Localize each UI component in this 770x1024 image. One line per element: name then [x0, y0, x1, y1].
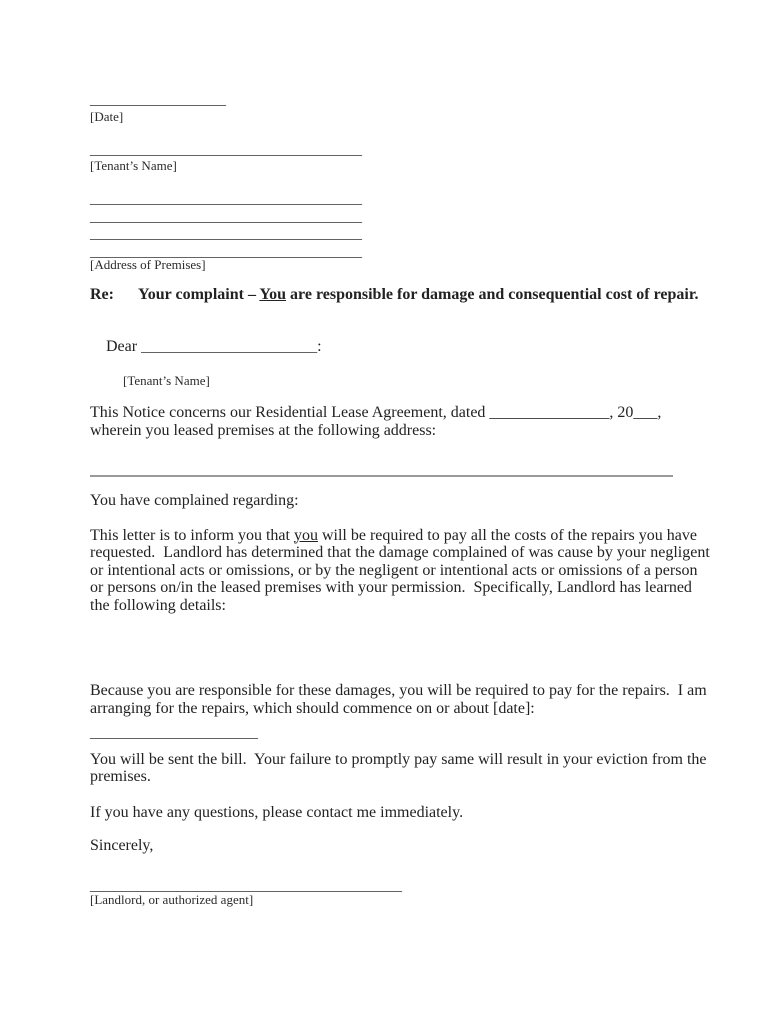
paragraph-line: premises.: [90, 768, 151, 785]
paragraph-line: You will be sent the bill. Your failure to promptly pay same will result in your eviction from the: [90, 750, 707, 768]
address-blank-line: __________________________________: [90, 190, 362, 207]
inform-paragraph: [90, 526, 710, 615]
date-label: [Date]: [90, 108, 124, 124]
salutation-blank: ______________________: [141, 338, 318, 355]
responsible-paragraph: [90, 682, 707, 717]
paragraph-line: Because you are responsible for these damages, you will be required to pay for the repairs. I am: [90, 682, 707, 699]
signature-label: [Landlord, or authorized agent]: [90, 892, 254, 907]
tenant-name-blank-line: __________________________________: [90, 140, 362, 158]
salutation-word: Dear: [106, 338, 142, 355]
premises-address-rule: [90, 475, 673, 477]
address-blank-line: __________________________________: [90, 225, 362, 242]
address-label: [Address of Premises]: [90, 257, 206, 272]
subject-text: Your complaint – You are responsible for damage and consequential cost of repair.: [138, 286, 699, 303]
subject-prefix: Re:: [90, 286, 114, 303]
paragraph-line: This letter is to inform you that you will be required to pay all the costs of the repairs you have: [90, 526, 697, 544]
paragraph-line: or persons on/in the leased premises with your permission. Specifically, Landlord has learned: [90, 579, 692, 596]
date-blank-line: _________________: [90, 91, 226, 108]
paragraph-line: or intentional acts or omissions, or by the negligent or intentional acts or omissions of a person: [90, 561, 698, 579]
salutation-label: [Tenant’s Name]: [123, 373, 210, 388]
address-blank-lines: [90, 190, 680, 260]
paragraph-line: This Notice concerns our Residential Lease Agreement, dated _______________, 20___,: [90, 404, 662, 421]
paragraph-line: wherein you leased premises at the following address:: [90, 421, 437, 439]
bill-paragraph: [90, 750, 707, 786]
paragraph-line: the following details:: [90, 596, 226, 614]
salutation-line: [90, 321, 680, 374]
notice-paragraph: [90, 404, 680, 439]
questions-line: If you have any questions, please contact me immediately.: [90, 803, 464, 821]
address-blank-line: __________________________________: [90, 242, 362, 260]
complaint-heading: You have complained regarding:: [90, 492, 299, 509]
closing-line: Sincerely,: [90, 837, 154, 854]
address-blank-line: __________________________________: [90, 207, 362, 225]
repair-date-blank-line: _____________________: [90, 724, 258, 741]
tenant-name-label: [Tenant’s Name]: [90, 158, 177, 173]
subject-line: [90, 286, 699, 304]
salutation-colon: :: [317, 338, 322, 355]
signature-blank-line: _______________________________________: [90, 876, 402, 894]
paragraph-line: requested. Landlord has determined that the damage complained of was cause by your negligent: [90, 544, 710, 561]
paragraph-line: arranging for the repairs, which should commence on or about [date]:: [90, 699, 535, 717]
